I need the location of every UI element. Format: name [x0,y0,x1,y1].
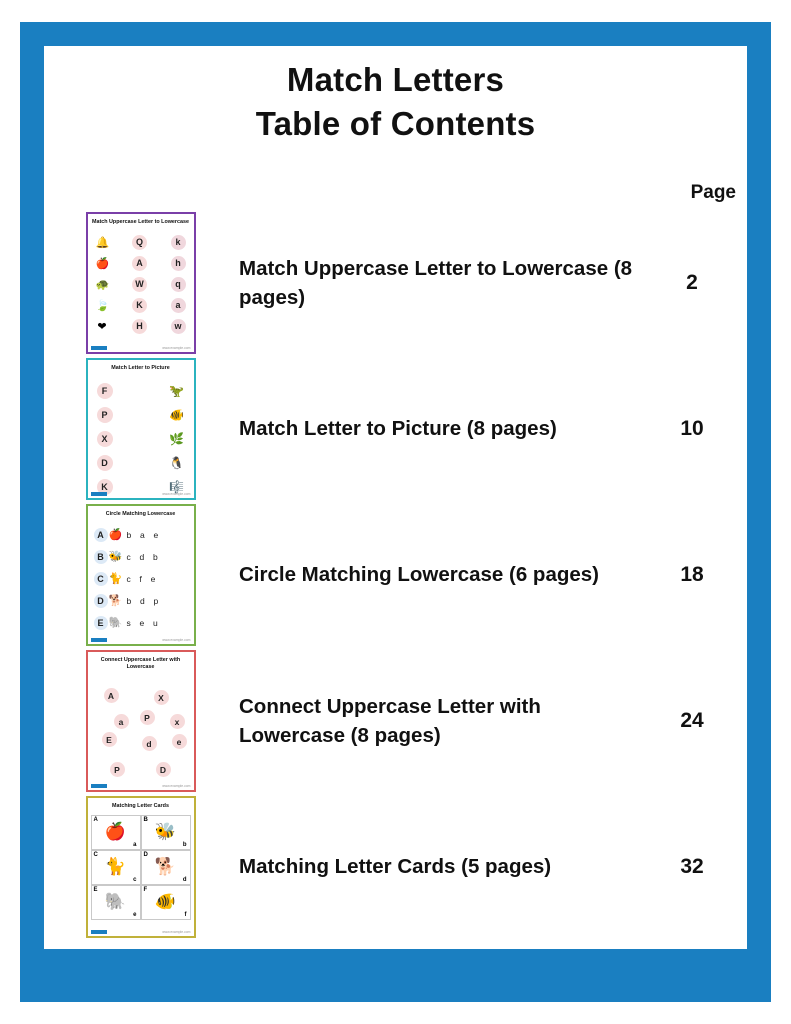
letter-bubble: E [94,616,108,630]
toc-entry-label[interactable]: Circle Matching Lowercase (6 pages) [239,563,600,587]
card-lowercase: d [182,876,187,883]
footer-logo [91,492,107,496]
letter-bubble: D [97,455,113,471]
card-uppercase: A [93,816,98,823]
apple-icon: 🍎 [108,529,123,542]
elephant-icon: 🐘 [108,617,123,630]
footer-note: www.example.com [162,345,191,350]
worksheet-thumbnail-uppercase-to-lowercase [86,212,196,354]
letter-card [141,850,191,885]
thumbnail-wrap [68,650,213,792]
footer-note: www.example.com [162,929,191,934]
letter-bubble: d [142,736,157,751]
card-uppercase: B [143,816,148,823]
option-letters: s e u [126,617,161,628]
footer-logo [91,784,107,788]
card-lowercase: a [133,841,137,848]
thumbnail-wrap [68,358,213,500]
title-line-2: Table of Contents [255,104,536,142]
thumbnail-title: Connect Uppercase Letter with Lowercase [100,657,181,670]
footer-note: www.example.com [162,491,191,496]
letter-bubble: D [156,762,171,777]
letter-bubble: w [171,319,186,334]
letter-bubble: Q [132,235,147,250]
plant-icon: 🌿 [169,431,184,446]
bee-icon: 🐝 [108,551,123,564]
letter-card [91,850,141,885]
dinosaur-icon: 🦖 [169,383,184,398]
toc-entry-label[interactable]: Match Letter to Picture (8 pages) [239,417,557,441]
card-lowercase: f [184,911,187,918]
letter-card [91,885,141,920]
footer-note: www.example.com [162,637,191,642]
letter-bubble: F [97,383,113,399]
footer-logo [91,930,107,934]
letter-bubble: E [102,732,117,747]
worksheet-thumbnail-circle-matching-lowercase [86,504,196,646]
letter-bubble: A [94,528,108,542]
letter-bubble: a [114,714,129,729]
penguin-icon: 🐧 [169,455,184,470]
worksheet-thumbnail-matching-letter-cards [86,796,196,938]
fish-icon: 🐠 [169,407,184,422]
table-of-contents [44,210,747,940]
card-lowercase: c [133,876,137,883]
letter-bubble: P [97,407,113,423]
thumbnail-title: Match Uppercase Letter to Lowercase [91,219,190,225]
toc-row[interactable] [44,794,747,940]
letter-bubble: X [154,690,169,705]
letter-bubble: x [170,714,185,729]
cat-icon: 🐈 [108,573,123,586]
letter-bubble: q [171,277,186,292]
bee-icon: 🐝 [154,822,177,842]
card-lowercase: e [133,911,137,918]
letter-bubble: B [94,550,108,564]
letter-card [141,885,191,920]
title-line-1: Match Letters [286,61,505,98]
thumbnail-wrap [68,796,213,938]
thumbnail-wrap [68,504,213,646]
toc-row[interactable] [44,210,747,356]
letter-bubble: h [171,256,186,271]
toc-row[interactable] [44,648,747,794]
letter-bubble: A [104,688,119,703]
letter-bubble: X [97,431,113,447]
apple-icon: 🍎 [95,257,110,270]
toc-entry-label[interactable]: Match Uppercase Letter to Lowercase (8 pages) [239,256,633,309]
thumbnail-footer [91,491,191,496]
thumbnail-title: Match Letter to Picture [111,365,170,371]
option-letters: c d b [126,551,161,562]
apple-icon: 🍎 [104,822,127,842]
footer-note: www.example.com [162,783,191,788]
leaf-icon: 🍃 [95,299,110,312]
worksheet-thumbnail-letter-to-picture [86,358,196,500]
card-uppercase: E [93,886,98,893]
letter-bubble: K [97,479,113,495]
thumbnail-title: Matching Letter Cards [112,803,169,809]
card-lowercase: b [182,841,187,848]
thumbnail-footer [91,783,191,788]
card-uppercase: F [143,886,148,893]
elephant-icon: 🐘 [104,892,127,912]
heart-icon: ❤ [97,320,107,333]
letter-card [141,815,191,850]
toc-entry-page: 2 [686,271,698,294]
letter-bubble: P [110,762,125,777]
cat-icon: 🐈 [104,857,127,877]
toc-entry-page: 18 [680,563,704,586]
thumbnail-wrap [68,212,213,354]
letter-bubble: P [140,710,155,725]
page-column-header: Page [690,182,736,203]
letter-bubble: C [94,572,108,586]
toc-entry-label[interactable]: Connect Uppercase Letter with Lowercase (8 pages) [239,694,541,747]
toc-entry-page: 10 [680,417,704,440]
card-uppercase: D [143,851,148,858]
footer-logo [91,638,107,642]
thumbnail-footer [91,929,191,934]
turtle-icon: 🐢 [95,278,110,291]
xylophone-icon: 🎼 [169,479,184,494]
thumbnail-footer [91,637,191,642]
letter-bubble: W [132,277,147,292]
toc-entry-page: 32 [680,855,704,878]
page-title [44,58,747,146]
toc-entry-label[interactable]: Matching Letter Cards (5 pages) [239,855,552,879]
dog-icon: 🐕 [154,857,177,877]
letter-bubble: e [172,734,187,749]
letter-bubble: k [171,235,186,250]
letter-bubble: A [132,256,147,271]
card-uppercase: C [93,851,98,858]
option-letters: c f e [126,573,159,584]
letter-bubble: K [132,298,147,313]
fish-icon: 🐠 [154,892,177,912]
letter-bubble: a [171,298,186,313]
thumbnail-title: Circle Matching Lowercase [105,511,176,517]
option-letters: b d p [126,595,162,606]
toc-row[interactable] [44,502,747,648]
thumbnail-footer [91,345,191,350]
toc-entry-page: 24 [680,709,704,732]
letter-card [91,815,141,850]
bell-icon: 🔔 [95,236,110,249]
option-letters: b a e [126,529,162,540]
worksheet-thumbnail-connect-uppercase-lowercase [86,650,196,792]
letter-bubble: D [94,594,108,608]
toc-row[interactable] [44,356,747,502]
dog-icon: 🐕 [108,595,123,608]
footer-logo [91,346,107,350]
letter-bubble: H [132,319,147,334]
